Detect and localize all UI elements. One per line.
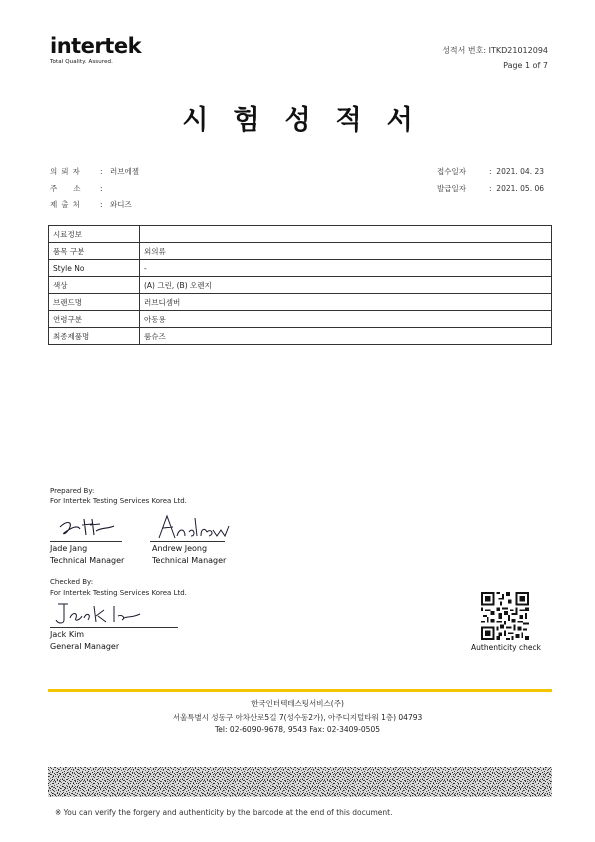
- received-date-value: 2021. 04. 23: [496, 167, 545, 176]
- footer-phone: Tel: 02-6090-9678, 9543 Fax: 02-3409-0505: [215, 725, 380, 734]
- received-date-row: 접수일자 : 2021. 04. 23: [437, 167, 545, 176]
- table-header-empty: [140, 226, 552, 243]
- signer-name: Andrew Jeong: [152, 544, 208, 553]
- submitter-label: 제출처: [50, 200, 84, 209]
- row-label: Style No: [49, 260, 140, 277]
- sample-info-table: [48, 225, 552, 345]
- issued-date-value: 2021. 05. 06: [496, 184, 545, 193]
- logo-tagline: Total Quality. Assured.: [50, 59, 114, 65]
- submitter-row: 제출처 : 와디즈: [50, 200, 132, 209]
- row-label: 브랜드명: [49, 294, 140, 311]
- row-label: 최종제품명: [49, 328, 140, 345]
- received-date-label: 접수일자: [437, 167, 466, 176]
- address-row: 주소 :: [50, 184, 103, 193]
- row-value: 외의류: [140, 243, 552, 260]
- certificate-number: 성적서 번호: ITKD21012094: [442, 46, 548, 55]
- signer-name: Jade Jang: [50, 544, 88, 553]
- signer-title: Technical Manager: [50, 556, 125, 565]
- signature-line: [50, 541, 122, 542]
- verification-barcode: [48, 767, 552, 797]
- logo-text: intertek: [50, 34, 142, 58]
- client-value: 러브에젤: [110, 167, 139, 176]
- document-title: 시험성적서: [182, 105, 438, 136]
- table-row: [49, 311, 552, 328]
- signer-title: Technical Manager: [152, 556, 227, 565]
- page-number: Page 1 of 7: [503, 61, 548, 70]
- andrew-jeong-signature: [155, 512, 230, 542]
- table-row: [49, 294, 552, 311]
- signature-line: [50, 627, 178, 628]
- footer-company: 한국인터텍테스팅서비스(주): [251, 699, 344, 708]
- row-label: 색상: [49, 277, 140, 294]
- row-value: -: [140, 260, 552, 277]
- row-label: 연령구분: [49, 311, 140, 328]
- client-row: 의뢰자 : 러브에젤: [50, 167, 139, 176]
- table-row: [49, 328, 552, 345]
- checked-by-heading: Checked By:: [50, 578, 94, 586]
- footer-address: 서울특별시 성동구 아차산로5길 7(성수동2가), 아주디지털타워 1층) 04793: [172, 713, 423, 722]
- authenticity-check-label: Authenticity check: [471, 643, 541, 652]
- row-value: 러브디셈버: [140, 294, 552, 311]
- table-row: [49, 260, 552, 277]
- checked-by-company: For Intertek Testing Services Korea Ltd.: [50, 589, 187, 597]
- forgery-verification-note: ※ You can verify the forgery and authenticity by the barcode at the end of this document.: [55, 808, 393, 817]
- jack-kim-signature: [52, 600, 147, 626]
- row-value: 아동용: [140, 311, 552, 328]
- table-header-row: [49, 226, 552, 243]
- row-label: 품목 구분: [49, 243, 140, 260]
- signer-title: General Manager: [50, 642, 120, 651]
- qr-code-icon[interactable]: [481, 592, 529, 640]
- issued-date-label: 발급일자: [437, 184, 466, 193]
- table-header: 시료정보: [49, 226, 140, 243]
- row-value: (A) 그린, (B) 오렌지: [140, 277, 552, 294]
- footer-divider: [48, 689, 552, 692]
- jade-jang-signature: [56, 513, 126, 541]
- client-label: 의뢰자: [50, 167, 84, 176]
- row-value: 룸슈즈: [140, 328, 552, 345]
- prepared-by-company: For Intertek Testing Services Korea Ltd.: [50, 497, 187, 505]
- signature-line: [150, 541, 225, 542]
- table-row: [49, 277, 552, 294]
- issued-date-row: 발급일자 : 2021. 05. 06: [437, 184, 545, 193]
- address-label: 주소: [50, 184, 97, 193]
- table-row: [49, 243, 552, 260]
- signer-name: Jack Kim: [50, 630, 85, 639]
- prepared-by-heading: Prepared By:: [50, 487, 95, 495]
- intertek-logo: [50, 36, 141, 65]
- submitter-value: 와디즈: [110, 200, 132, 209]
